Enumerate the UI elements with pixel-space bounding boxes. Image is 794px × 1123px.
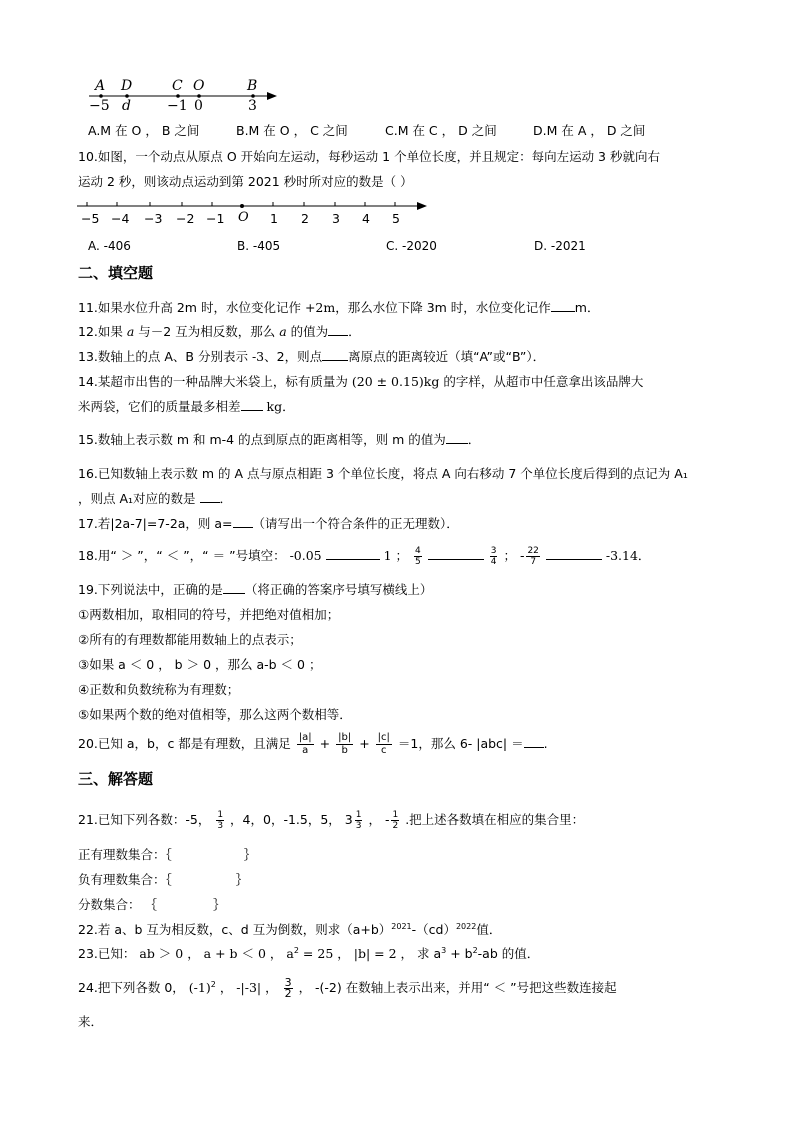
point-label-b: B [247, 78, 258, 94]
fraction-numerator: 22 [527, 546, 539, 556]
exponent: 2 [293, 945, 299, 955]
fraction-numerator: 1 [392, 810, 399, 820]
exponent: 2022 [455, 921, 477, 931]
comma: ， [368, 812, 381, 827]
fraction-denominator: 2 [284, 987, 292, 1000]
answer-blank[interactable] [200, 491, 220, 503]
question-12 [78, 322, 361, 340]
q12-text-2: 与－2 互为相反数，那么 [134, 324, 280, 339]
q23-text: 23.已知： [78, 946, 136, 961]
q22-text-3: 值． [476, 922, 502, 937]
q20-end: . [543, 736, 548, 751]
question-20 [78, 732, 548, 757]
q11-text-2: ，那么水位下降 3m 时，水位变化记作 [335, 300, 551, 315]
exponent: 3 [441, 945, 447, 955]
q24-math: (-1) [188, 980, 211, 995]
fraction-numerator: |b| [338, 732, 352, 743]
q9-option-b: B.M 在 O ， C 之间 [236, 123, 348, 138]
set-positive-rational [78, 845, 256, 863]
set-negative-rational [78, 870, 248, 888]
q13-text-2: 、2，则点 [264, 349, 323, 364]
q12-text: 12.如果 [78, 324, 127, 339]
q24-text-2: ， -(-2) 在数轴上表示出来，并用“ ＜ ”号把这些数连接起 [298, 980, 617, 995]
fraction [414, 546, 422, 567]
q17-text: 17.若|2a-7|=7-2a，则 a= [78, 516, 233, 531]
point-label-o: O [193, 78, 205, 94]
tick-label: 3 [332, 211, 340, 226]
tick-label: −4 [111, 211, 130, 226]
q14-end: ． [282, 399, 295, 414]
point-value-o: 0 [194, 98, 203, 114]
answer-blank[interactable] [524, 736, 544, 748]
q18-math: -0.05 [289, 548, 322, 563]
q22-text: 22.若 a、b 互为相反数，c、d 互为倒数，则求（a+b） [78, 922, 392, 937]
fraction [391, 810, 399, 831]
q20-text-2: ＝1，那么 6- |abc| ＝ [397, 736, 524, 751]
fraction-numerator: |c| [377, 732, 390, 743]
fraction-denominator: 2 [392, 821, 399, 831]
question-13 [78, 347, 545, 365]
exponent: 2 [472, 945, 478, 955]
q11-math: +2m [304, 300, 336, 315]
q11-unit: m． [574, 300, 600, 315]
q23-text-4: -ab 的值． [477, 946, 540, 961]
plus-sign: + [359, 736, 370, 751]
tick-label: 1 [270, 211, 278, 226]
fraction-denominator: 5 [415, 557, 421, 567]
fraction-denominator: 4 [490, 557, 497, 567]
q13-math: -3 [251, 349, 265, 364]
question-15 [78, 430, 480, 448]
fraction [297, 732, 314, 757]
section-heading-fill-in: 二、填空题 [78, 264, 154, 282]
point-label-d: D [121, 78, 133, 94]
q16-end: ． [219, 491, 233, 506]
q18-sep: ； [503, 548, 516, 563]
fraction-numerator: 3 [284, 976, 292, 989]
q17-text-2: （请写出一个符合条件的正无理数）． [252, 516, 459, 531]
point-value-c: −1 [167, 98, 188, 114]
answer-blank[interactable] [326, 548, 380, 560]
number-line-figure-2 [75, 196, 435, 230]
question-14-line-1 [78, 372, 643, 390]
set-label: 负有理数集合：｛ [78, 872, 172, 887]
fraction-numerator: 3 [490, 546, 497, 556]
answer-blank[interactable] [546, 548, 602, 560]
fraction-numerator: 1 [217, 810, 224, 820]
question-19 [78, 580, 432, 598]
question-18: 18.用“ ＞ ”，“ ＜ ”，“ ＝ ”号填空： -0.05 1 ； $\frac{4}{5}$ $\frac{3}{4}$ ； - $\frac{22}{7}$ -3.14． [78, 546, 651, 567]
q21-text: 21.已知下列各数：-5， [78, 812, 211, 827]
plus-sign: + [319, 736, 331, 751]
q18-text: 18.用“ ＞ ”，“ ＜ ”，“ ＝ ”号填空： [78, 548, 286, 563]
q13-text: 13.数轴上的点 A、B 分别表示 [78, 349, 252, 364]
q22-text-2: -（cd） [411, 922, 456, 937]
fraction [216, 810, 224, 831]
q10-line-1: 10.如图，一个动点从原点 O 开始向左运动，每秒运动 1 个单位长度，并且规定：每向左运动 3 秒就向右 [78, 149, 660, 164]
q12-var-2: a [279, 324, 287, 339]
question-16-line-1: 16.已知数轴上表示数 m 的 A 点与原点相距 3 个单位长度，将点 A 向右移动 7 个单位长度后得到的点记为 A₁ [78, 466, 688, 481]
fraction-numerator: |a| [298, 732, 312, 743]
tick-label: −2 [176, 211, 195, 226]
set-label: 正有理数集合：｛ [78, 847, 172, 862]
point-value-b: 3 [248, 98, 257, 114]
answer-blank[interactable] [322, 349, 348, 361]
fraction [355, 810, 363, 831]
q24-math-2: ， -|-3| ， [219, 980, 278, 995]
answer-blank[interactable] [233, 516, 253, 528]
question-14-line-2 [78, 397, 295, 415]
fraction [490, 546, 498, 567]
q11-text: 11.如果水位升高 2m 时，水位变化记作 [78, 300, 305, 315]
q19-item-3: ③如果 a ＜ 0 ， b ＞ 0 ，那么 a-b ＜ 0 ； [78, 657, 322, 672]
question-22 [78, 920, 501, 938]
q10-option-a: A. -406 [88, 239, 131, 253]
fraction-denominator: 3 [217, 821, 224, 831]
fraction-denominator: a [302, 745, 309, 756]
tick-label: −5 [81, 211, 100, 226]
q18-math-2: 1 ； [383, 548, 409, 563]
tick-label: 4 [362, 211, 370, 226]
tick-label: 2 [301, 211, 309, 226]
fraction-denominator: 3 [355, 821, 362, 831]
q19-text-2: （将正确的答案序号填写横线上） [244, 582, 433, 597]
q19-item-2: ②所有的有理数都能用数轴上的点表示； [78, 632, 302, 647]
answer-blank[interactable] [241, 399, 263, 411]
q10-line-2: 运动 2 秒，则该动点运动到第 2021 秒时所对应的数是（ ） [78, 174, 413, 189]
answer-blank[interactable] [446, 432, 468, 444]
question-11 [78, 298, 599, 316]
q23-text-3: + b [446, 946, 473, 961]
q19-item-5: ⑤如果两个数的绝对值相等，那么这两个数相等． [78, 707, 352, 722]
fraction-numerator: 4 [415, 546, 421, 556]
q9-option-c: C.M 在 C ， D 之间 [385, 123, 497, 138]
question-23 [78, 944, 539, 962]
tick-label: 5 [392, 211, 400, 226]
exponent: 2 [210, 979, 216, 989]
question-24-line-2: 来． [78, 1014, 104, 1029]
question-24-line-1 [78, 978, 617, 999]
fraction-numerator: 1 [355, 810, 362, 820]
fraction [526, 546, 539, 567]
q9-option-d: D.M 在 A ， D 之间 [533, 123, 646, 138]
q14-text-2: 的字样，从超市中任意拿出该品牌大 [439, 374, 644, 389]
question-16-line-2 [78, 489, 232, 507]
number-line-figure-1 [85, 78, 285, 118]
set-close-brace: ｝ [243, 847, 257, 862]
set-close-brace: ｝ [235, 872, 249, 887]
mixed-number-whole: 3 [344, 812, 353, 827]
q21-text-3: .把上述各数填在相应的集合里： [405, 812, 585, 827]
q12-end: ． [348, 324, 361, 339]
fraction-denominator: c [381, 745, 387, 756]
fraction [376, 732, 392, 757]
minus-sign: - [384, 812, 390, 827]
q12-var: a [126, 324, 135, 339]
q10-option-b: B. -405 [237, 239, 281, 253]
q24-text: 24.把下列各数 0， [78, 980, 185, 995]
q18-math-3: -3.14． [605, 548, 651, 563]
point-label-c: C [172, 78, 183, 94]
section-heading-solve: 三、解答题 [78, 770, 154, 788]
q14-text-3: 米两袋，它们的质量最多相差 [78, 399, 241, 414]
q14-unit: kg [262, 399, 283, 414]
set-close-brace: ｝ [212, 897, 226, 912]
q14-text: 14.某超市出售的一种品牌大米袋上，标有质量为 [78, 374, 352, 389]
q12-text-3: 的值为 [286, 324, 329, 339]
question-21 [78, 810, 584, 831]
q13-text-3: 离原点的距离较近（填“A”或“B”）． [348, 349, 546, 364]
q19-item-4: ④正数和负数统称为有理数； [78, 682, 240, 697]
q15-end: ． [467, 432, 481, 447]
set-label: 分数集合： ｛ [78, 897, 157, 912]
answer-blank[interactable] [328, 324, 348, 336]
q20-text: 20.已知 a，b，c 都是有理数，且满足 [78, 736, 291, 751]
q16-text: ，则点 A₁对应的数是 [78, 491, 200, 506]
point-value-d: d [122, 98, 131, 114]
q23-math-2: = 25 ， |b| = 2 ， [298, 946, 413, 961]
point-value-a: −5 [89, 98, 110, 114]
q9-option-a: A.M 在 O ， B 之间 [88, 123, 200, 138]
question-17 [78, 514, 459, 532]
fraction [336, 732, 353, 757]
q21-text-2: ，4，0，-1.5，5， [230, 812, 341, 827]
q19-text: 19.下列说法中，正确的是 [78, 582, 223, 597]
origin-label: O [238, 210, 249, 225]
tick-label: −3 [144, 211, 163, 226]
set-fractions [78, 895, 226, 913]
answer-blank[interactable] [551, 300, 575, 312]
answer-blank[interactable] [223, 582, 245, 594]
q19-item-1: ①两数相加，取相同的符号，并把绝对值相加； [78, 607, 340, 622]
fraction-denominator: 7 [530, 557, 537, 567]
q23-text-2: 求 a [416, 946, 442, 961]
q23-math: ab ＞ 0 ， a + b ＜ 0 ， a [139, 946, 294, 961]
q14-math: (20 ± 0.15)kg [351, 374, 440, 389]
point-label-a: A [95, 78, 106, 94]
q10-option-d: D. -2021 [534, 239, 586, 253]
q10-option-c: C. -2020 [386, 239, 437, 253]
fraction [284, 978, 293, 999]
fraction-denominator: b [341, 745, 348, 756]
answer-blank[interactable] [428, 548, 484, 560]
tick-label: −1 [206, 211, 225, 226]
q15-text: 15.数轴上表示数 m 和 m-4 的点到原点的距离相等，则 m 的值为 [78, 432, 446, 447]
exponent: 2021 [391, 921, 412, 931]
